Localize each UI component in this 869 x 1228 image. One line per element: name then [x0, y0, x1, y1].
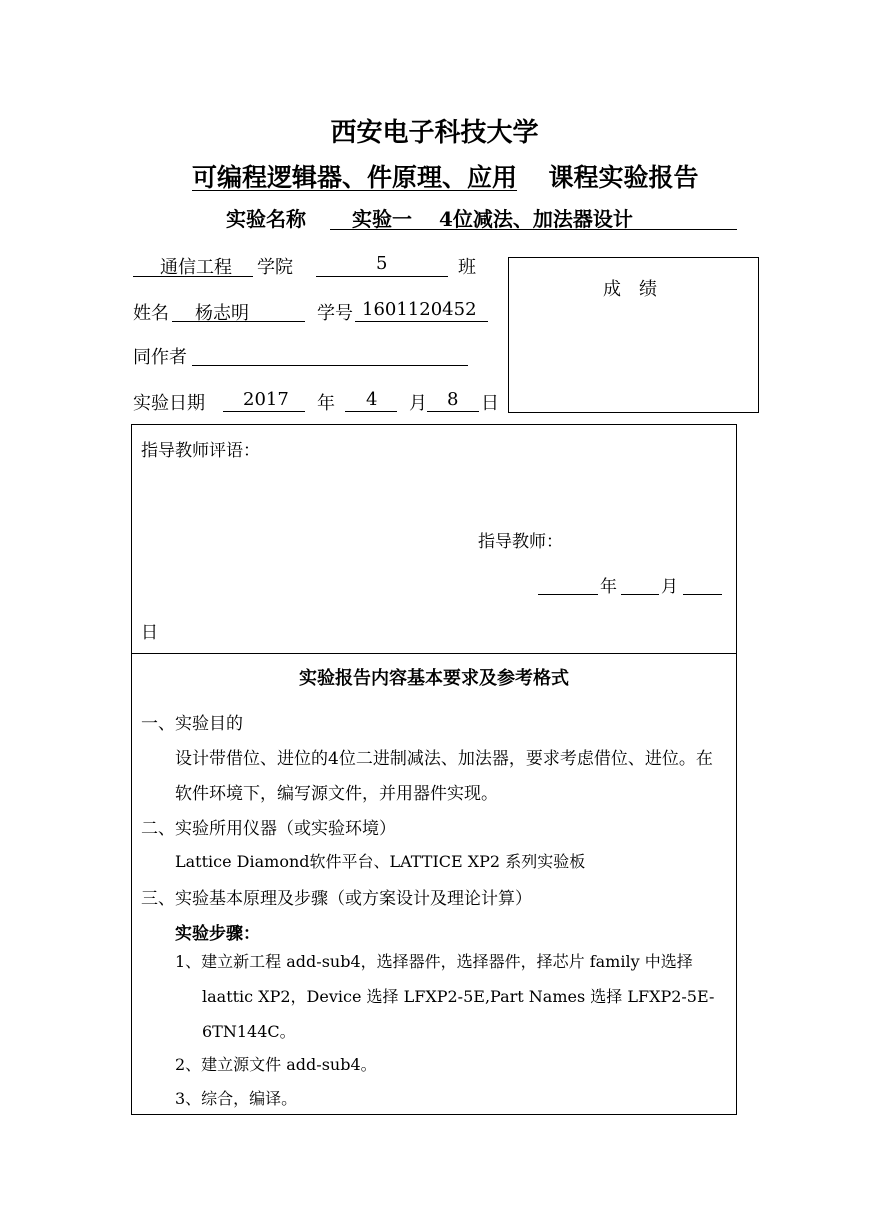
class-label: 班 — [458, 257, 476, 278]
name-label: 姓名 — [133, 303, 169, 324]
department-value: 通信工程 — [160, 257, 232, 278]
step1-line1: 1、建立新工程 add-sub4，选择器件，选择器件，择芯片 family 中选择 — [175, 952, 693, 971]
course-title — [192, 158, 698, 194]
department-label: 学院 — [257, 257, 293, 278]
year-underline — [223, 411, 305, 412]
section1-line2: 软件环境下，编写源文件，并用器件实现。 — [175, 784, 498, 804]
section1-line1: 设计带借位、进位的4位二进制减法、加法器，要求考虑借位、进位。在 — [175, 749, 713, 769]
experiment-name: 实验一 4位减法、加法器设计 — [352, 207, 633, 231]
teacher-comment-label: 指导教师评语： — [141, 441, 260, 461]
score-label: 成 绩 — [603, 279, 657, 300]
university-title: 西安电子科技大学 — [330, 118, 539, 148]
step3: 3、综合，编译。 — [175, 1089, 298, 1108]
year-value: 2017 — [243, 389, 289, 410]
report-type: 课程实验报告 — [548, 163, 699, 192]
teacher-year-underline — [538, 594, 598, 595]
department-underline — [133, 276, 253, 277]
month-label: 月 — [409, 393, 427, 414]
steps-title: 实验步骤： — [175, 924, 260, 944]
teacher-label: 指导教师： — [478, 532, 563, 552]
day-value: 8 — [447, 389, 459, 410]
partner-label: 同作者 — [133, 347, 187, 368]
step1-line3: 6TN144C。 — [202, 1022, 296, 1041]
partner-underline — [192, 365, 468, 366]
year-label: 年 — [317, 393, 335, 414]
id-value: 1601120452 — [362, 299, 477, 320]
teacher-month-label: 月 — [661, 577, 678, 597]
section1-title: 一、实验目的 — [141, 714, 243, 734]
month-value: 4 — [366, 389, 378, 410]
name-underline — [172, 321, 305, 322]
section3-title: 三、实验基本原理及步骤（或方案设计及理论计算） — [141, 889, 532, 909]
content-heading: 实验报告内容基本要求及参考格式 — [299, 668, 569, 689]
step2: 2、建立源文件 add-sub4。 — [175, 1055, 377, 1074]
name-value: 杨志明 — [195, 303, 249, 324]
class-value: 5 — [376, 253, 388, 274]
teacher-month-underline — [621, 594, 659, 595]
teacher-day-underline — [683, 594, 722, 595]
day-label: 日 — [481, 393, 499, 414]
step1-line2: laattic XP2，Device 选择 LFXP2-5E,Part Names 选择 LFXP2-5E- — [202, 987, 715, 1006]
experiment-title-row — [226, 203, 306, 232]
class-underline — [316, 276, 448, 277]
id-label: 学号 — [317, 303, 353, 324]
teacher-day-label: 日 — [141, 623, 158, 643]
id-underline — [355, 321, 488, 322]
experiment-label: 实验名称 — [226, 207, 306, 231]
course-name: 可编程逻辑器、件原理、应用 — [192, 163, 518, 192]
date-label: 实验日期 — [133, 393, 205, 414]
teacher-year-label: 年 — [600, 577, 617, 597]
section2-title: 二、实验所用仪器（或实验环境） — [141, 819, 396, 839]
section2-line1: Lattice Diamond软件平台、LATTICE XP2 系列实验板 — [175, 852, 586, 871]
day-underline — [427, 411, 479, 412]
experiment-name-underline — [330, 229, 737, 230]
month-underline — [345, 411, 397, 412]
